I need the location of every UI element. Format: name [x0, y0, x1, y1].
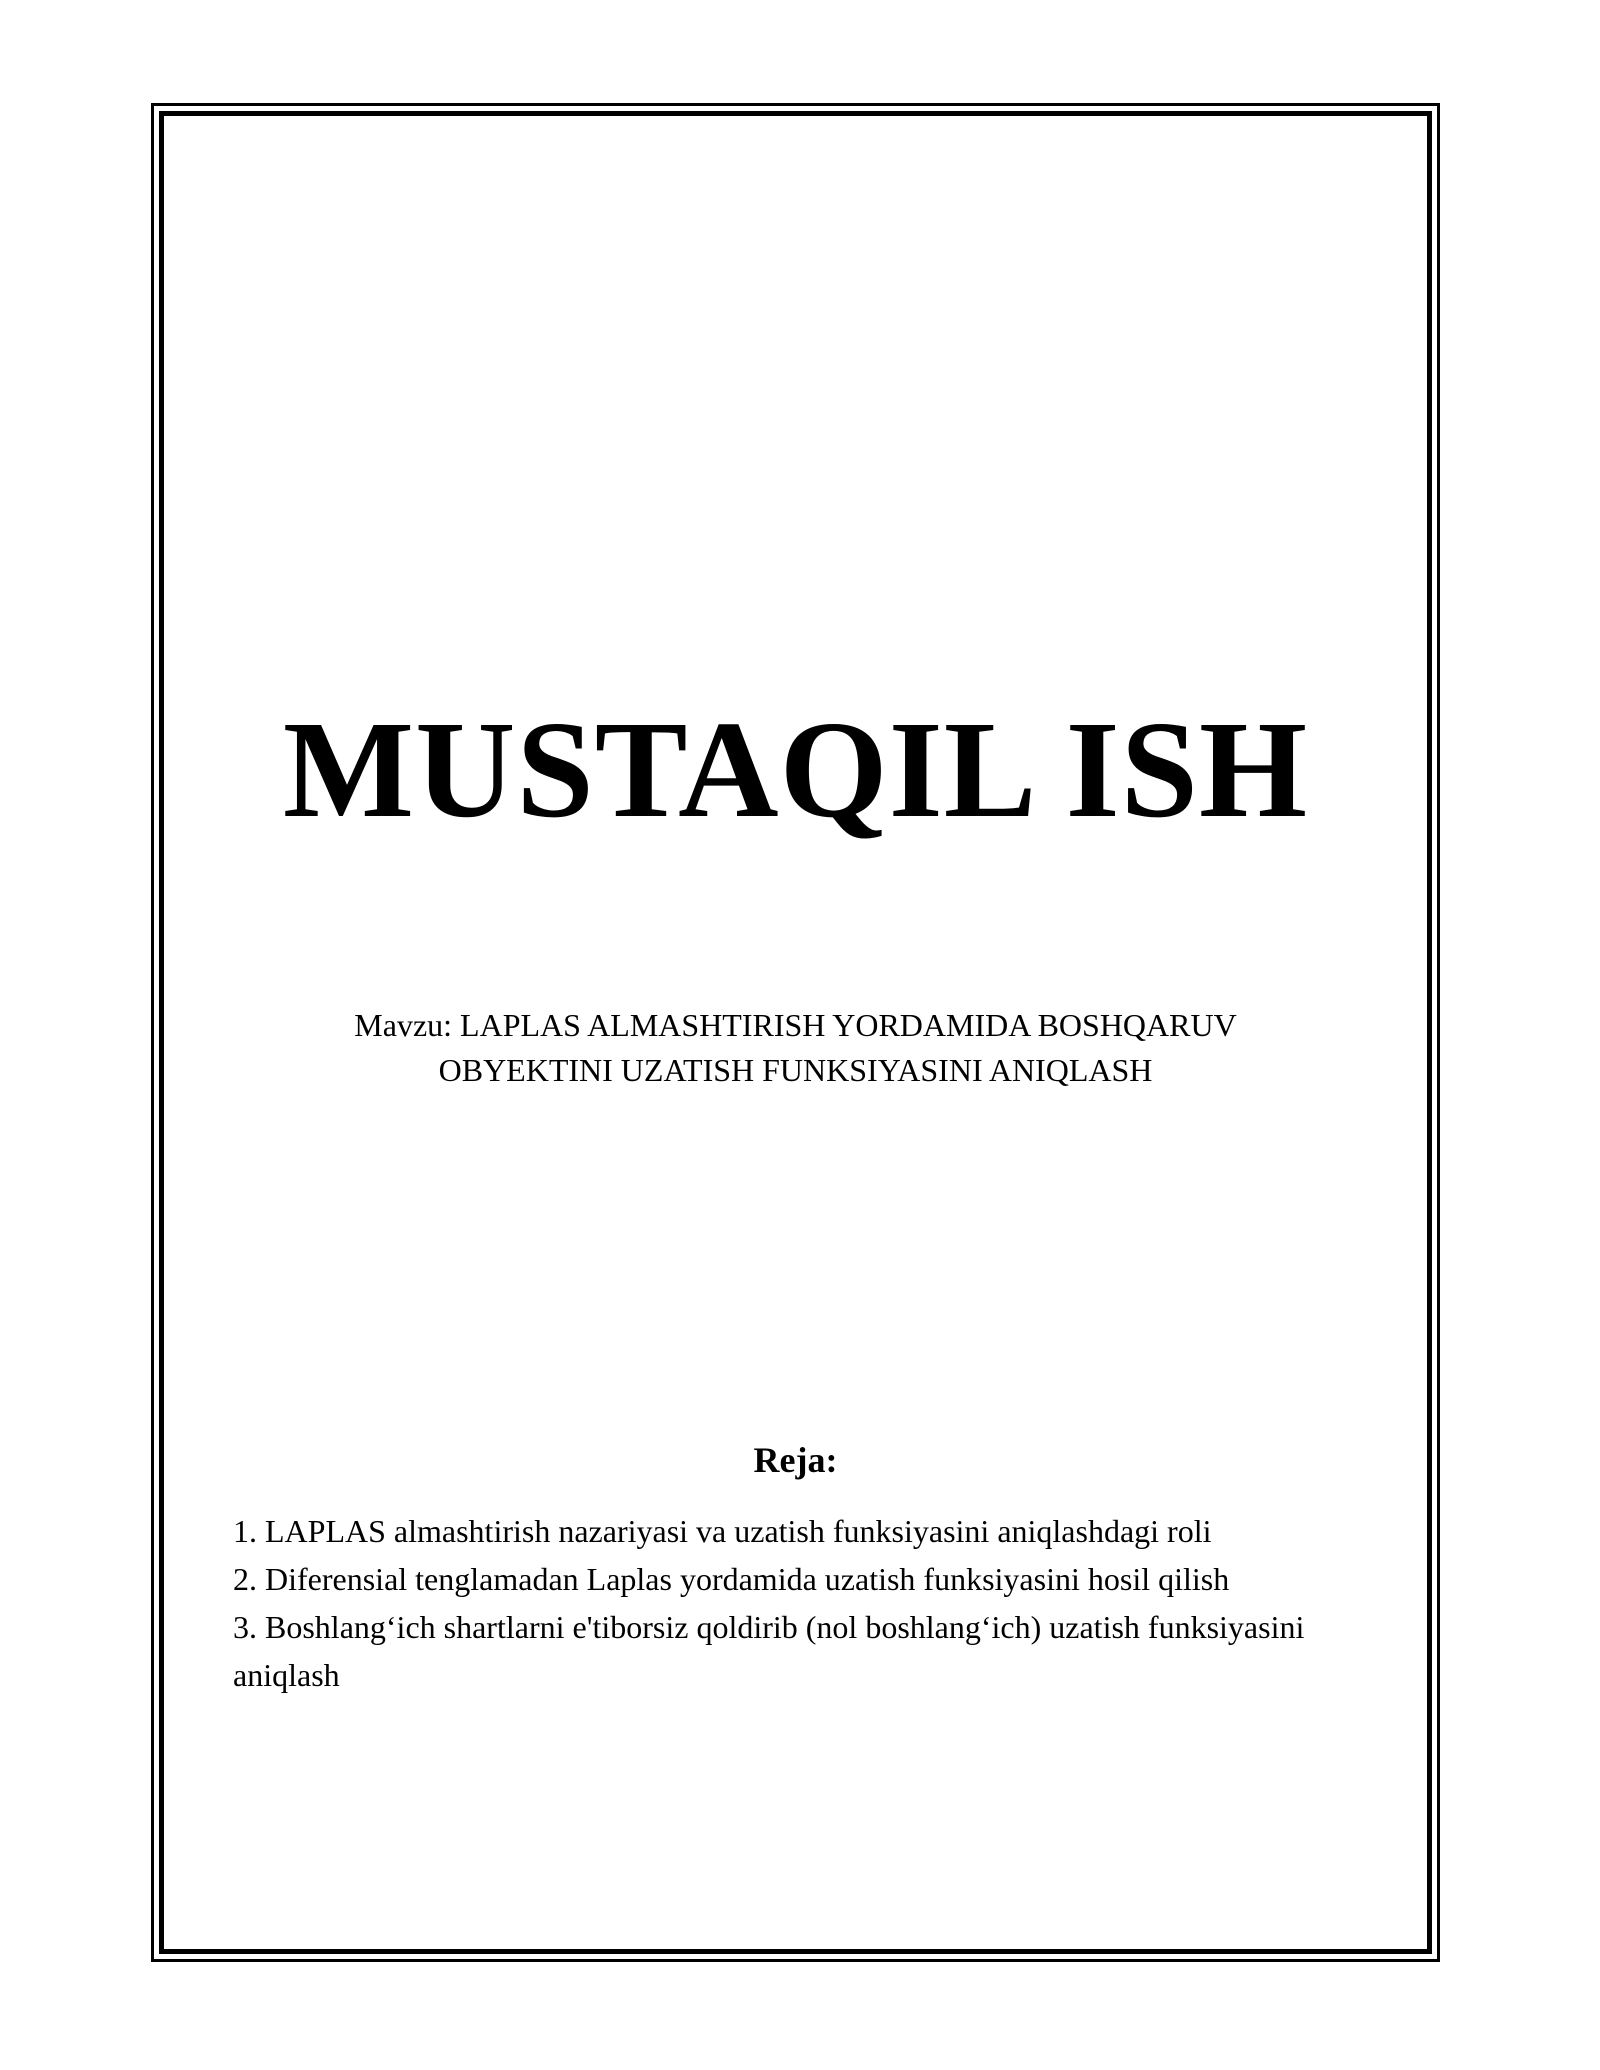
topic-line-1: Mavzu: LAPLAS ALMASHTIRISH YORDAMIDA BOSHQARUV	[354, 1007, 1237, 1043]
topic-block	[200, 1003, 1391, 1093]
plan-list	[233, 1507, 1363, 1699]
plan-item-1: 1. LAPLAS almashtirish nazariyasi va uzatish funksiyasini aniqlashdagi roli	[233, 1513, 1212, 1549]
plan-heading: Reja:	[753, 1440, 838, 1480]
topic-line-2: OBYEKTINI UZATISH FUNKSIYASINI ANIQLASH	[438, 1052, 1153, 1088]
plan-item-3: 3. Boshlang‘ich shartlarni e'tiborsiz qoldirib (nol boshlang‘ich) uzatish funksiyasini aniqlash	[233, 1609, 1305, 1693]
plan-item-2: 2. Diferensial tenglamadan Laplas yordamida uzatish funksiyasini hosil qilish	[233, 1561, 1230, 1597]
document-title: MUSTAQIL ISH	[282, 693, 1309, 847]
